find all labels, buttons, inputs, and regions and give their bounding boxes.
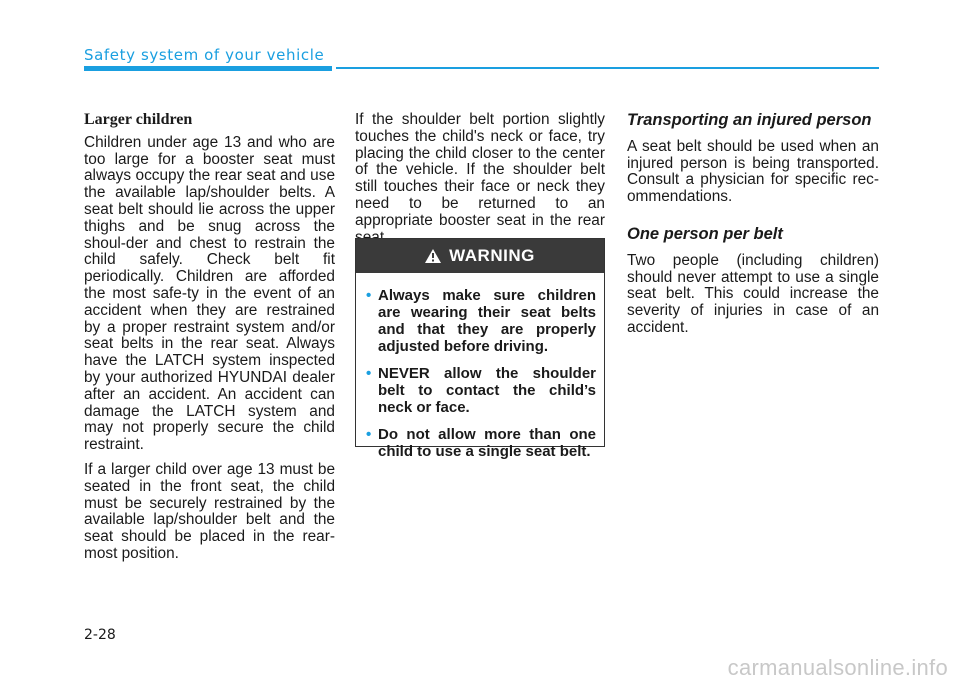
warning-item-text: Do not allow more than one child to use a single seat belt. [378,426,596,460]
paragraph-one-person-per-belt: Two people (including children) should never attempt to use a single seat belt. This could increase the severity of injuries in case of an accident. [627,251,879,336]
heading-one-person-per-belt: One person per belt [627,224,783,243]
bullet-icon: • [366,287,372,304]
section-title: Safety system of your vehicle [84,46,325,64]
header-rule-thin [336,67,879,69]
heading-larger-children: Larger children [84,111,193,128]
heading-transporting-injured: Transporting an injured person [627,111,872,129]
paragraph-larger-children-2: If a larger child over age 13 must be seated in the front seat, the child must be securely restrained by the available lap/shoulder belt and the seat should be placed in the rear-most position. [84,460,335,562]
paragraph-larger-children-1: Children under age 13 and who are too large for a booster seat must always occupy the rear seat and use the available lap/shoulder belts. A seat belt should lie across the upper thighs and be snug across the shoul-der and chest to restrain the child safely. Check belt fit periodically. Children are afforded the most safe-ty in the event of an accident when they are restrained by a proper restraint system and/or seat belts in the rear seat. Always have the LATCH system inspected by your authorized HYUNDAI dealer after an accident. An accident can damage the LATCH system and may not properly secure the child restraint. [84,133,335,454]
column-right [627,112,879,345]
header-rule-thick [84,66,332,71]
column-left [84,112,335,571]
bullet-icon: • [366,426,372,443]
warning-item-text: Always make sure children are wearing their seat belts and that they are properly adjusted before driving. [378,287,596,355]
bullet-icon: • [366,365,372,382]
warning-box [355,238,605,460]
watermark: carmanualsonline.info [727,655,948,680]
column-middle [355,112,605,254]
paragraph-transporting-injured: A seat belt should be used when an injured person is being transported. Consult a physician for specific rec-ommendations. [627,137,879,206]
warning-list [356,273,604,460]
warning-item-text: NEVER allow the shoulder belt to contact the child’s neck or face. [378,365,596,416]
warning-item [366,365,596,416]
warning-header [356,239,604,273]
paragraph-shoulder-belt: If the shoulder belt portion slightly touches the child's neck or face, try placing the child closer to the center of the vehicle. If the shoulder belt still touches their face or neck they need to be returned to an appropriate booster seat in the rear [355,111,605,229]
warning-item [366,287,596,355]
page-number: 2-28 [84,627,116,643]
warning-triangle-icon [425,249,441,263]
warning-title: WARNING [449,246,535,265]
warning-item [366,426,596,460]
